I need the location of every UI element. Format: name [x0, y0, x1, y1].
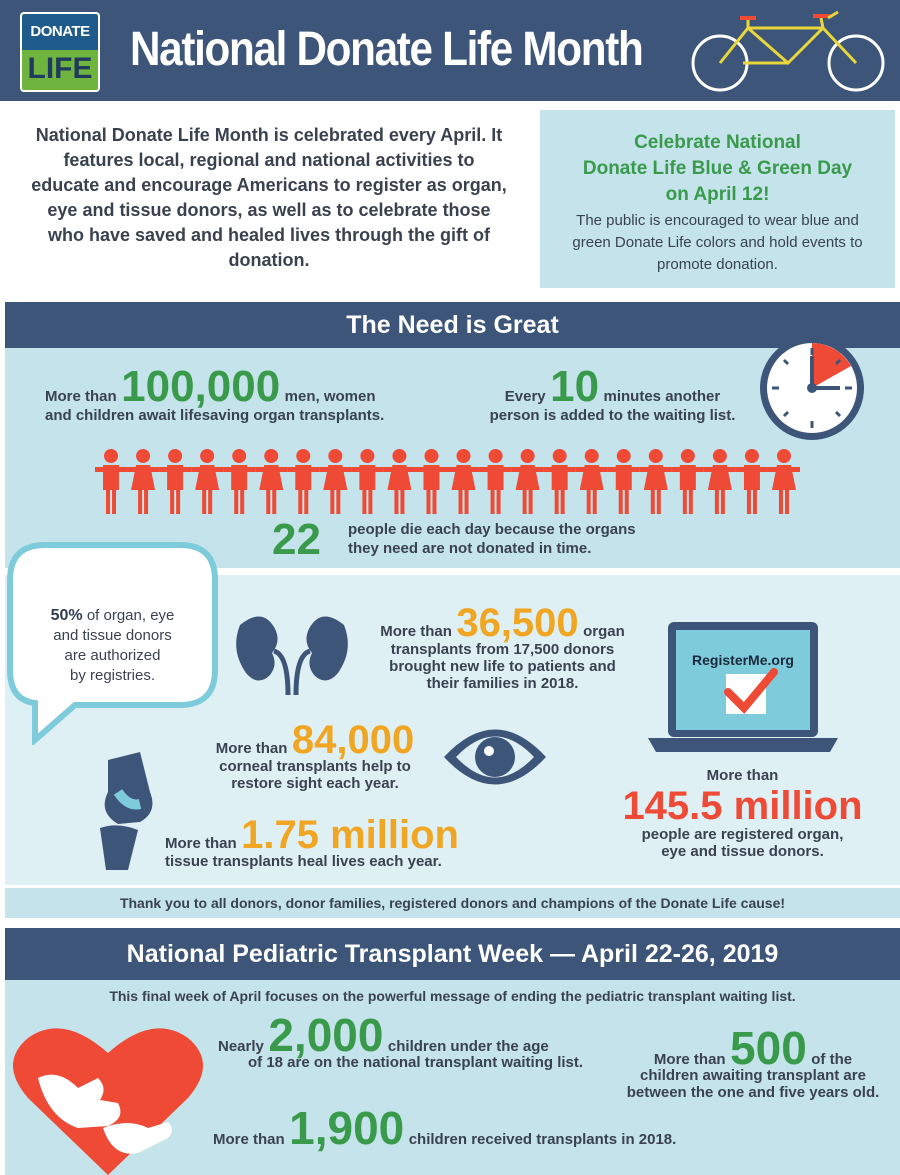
person-figure [640, 449, 672, 514]
s1-number: 2,000 [268, 1009, 384, 1061]
stat3-line1: people die each day because the organs [348, 521, 636, 538]
pediatric-title: National Pediatric Transplant Week — April 22-26, 2019 [126, 940, 779, 968]
eye-icon [440, 722, 550, 792]
organ-line3: brought new life to patients and [389, 658, 616, 675]
stat-100000 [45, 362, 445, 424]
dyk-text4: by registries. [69, 667, 156, 684]
person-figure [191, 449, 223, 514]
s2-line3: between the one and five years old. [626, 1084, 880, 1101]
stat-10-minutes [460, 362, 765, 424]
dyk-title-1: Did You [71, 552, 154, 577]
person-figure [672, 449, 704, 514]
heart-hands-icon [8, 1018, 208, 1175]
person-figure [448, 449, 480, 514]
donate-life-logo [20, 12, 100, 92]
person-figure [351, 449, 383, 514]
registered-number: 145.5 million [622, 784, 863, 828]
thanks-text: Thank you to all donors, donor families, registered donors and champions of the Donate Life cause! [119, 895, 786, 911]
dyk-title-2: Know? [75, 576, 150, 601]
kidneys-icon [228, 605, 356, 700]
intro-text: National Donate Life Month is celebrated every April. It features local, regional and national activities to educate and encourage Americans to register as organ, eye and tissue donors, as well as to celebrate those who have saved and healed lives through the gift of donation. [31, 125, 507, 270]
celebrate-text: The public is encouraged to wear blue and green Donate Life colors and hold events to promote donation. [572, 212, 863, 273]
people-chain-icon [95, 448, 800, 518]
person-figure [704, 449, 736, 514]
stat-1900-children [213, 1102, 773, 1154]
registered-line2: people are registered organ, [641, 826, 844, 843]
stat1-suffix: men, women [284, 388, 376, 405]
person-figure [768, 449, 800, 514]
stat-84000 [190, 720, 440, 792]
person-figure [223, 449, 255, 514]
person-figure [415, 449, 447, 514]
dyk-text1: of organ, eye [86, 607, 175, 624]
pediatric-header [5, 928, 900, 980]
s1-prefix: Nearly [218, 1038, 264, 1055]
laptop-url: RegisterMe.org [692, 652, 794, 668]
person-figure [608, 449, 640, 514]
stat1-line2: and children await lifesaving organ transplants. [45, 407, 385, 424]
pediatric-intro: This final week of April focuses on the powerful message of ending the pediatric transplant waiting list. [109, 988, 796, 1004]
s3-suffix: children received transplants in 2018. [408, 1131, 677, 1148]
stat3-number: 22 [272, 515, 321, 564]
header-bar [0, 0, 900, 101]
organ-line4: their families in 2018. [426, 675, 579, 692]
page-title: National Donate Life Month [130, 23, 643, 76]
person-figure [255, 449, 287, 514]
celebrate-title-2: Donate Life Blue & Green Day [582, 158, 853, 179]
stat-500-children [618, 1022, 888, 1101]
s3-prefix: More than [213, 1131, 285, 1148]
s1-suffix: children under the age [387, 1038, 549, 1055]
s2-number: 500 [730, 1022, 807, 1074]
stat3-line2: they need are not donated in time. [348, 540, 592, 557]
s3-number: 1,900 [289, 1102, 405, 1154]
celebrate-title-1: Celebrate National [634, 132, 801, 153]
stat2-number: 10 [550, 362, 600, 411]
tissue-prefix: More than [165, 835, 237, 852]
organ-line2: transplants from 17,500 donors [390, 641, 615, 658]
registered-line3: eye and tissue donors. [661, 843, 824, 860]
stat2-prefix: Every [504, 388, 546, 405]
cornea-line2: corneal transplants help to [219, 758, 411, 775]
cornea-prefix: More than [215, 740, 288, 757]
clock-icon [752, 330, 877, 442]
logo-line2: LIFE [27, 52, 93, 85]
stat2-suffix: minutes another [603, 388, 721, 405]
tissue-line2: tissue transplants heal lives each year. [165, 853, 442, 870]
organ-number: 36,500 [456, 601, 579, 645]
s2-suffix: of the [811, 1051, 853, 1068]
dyk-percent: 50% [50, 607, 83, 624]
cornea-line3: restore sight each year. [231, 775, 399, 792]
s2-line2: children awaiting transplant are [640, 1067, 866, 1084]
person-figure [383, 449, 415, 514]
celebrate-title-3: on April 12! [665, 184, 770, 205]
tissue-number: 1.75 million [241, 813, 459, 857]
stat1-number: 100,000 [121, 362, 281, 411]
stat2-line2: person is added to the waiting list. [489, 407, 736, 424]
stat-175-million [165, 815, 495, 870]
dyk-text2: and tissue donors [53, 627, 172, 644]
person-figure [544, 449, 576, 514]
cornea-number: 84,000 [291, 718, 415, 762]
dyk-text-block [15, 606, 210, 686]
s1-line2: of 18 are on the national transplant waiting list. [248, 1054, 584, 1071]
organ-suffix: organ [583, 623, 625, 640]
organ-prefix: More than [380, 623, 452, 640]
tandem-bicycle-icon [688, 8, 888, 94]
stat-36500 [360, 603, 645, 692]
person-figure [127, 449, 159, 514]
thanks-bar [5, 888, 900, 918]
need-title: The Need is Great [346, 311, 559, 339]
person-figure [159, 449, 191, 514]
celebrate-box [540, 110, 895, 288]
registered-prefix: More than [706, 767, 779, 784]
s2-prefix: More than [653, 1051, 726, 1068]
stat1-prefix: More than [45, 388, 117, 405]
person-figure [287, 449, 319, 514]
dyk-text3: are authorized [64, 647, 161, 664]
person-figure [512, 449, 544, 514]
stat-2000-children [218, 1009, 618, 1071]
person-figure [736, 449, 768, 514]
logo-line1: DONATE [30, 23, 90, 40]
stat-1455-million [600, 767, 885, 860]
person-figure [319, 449, 351, 514]
person-figure [480, 449, 512, 514]
knee-joint-icon [78, 752, 178, 872]
person-figure [95, 449, 127, 514]
person-figure [576, 449, 608, 514]
laptop-icon [648, 620, 838, 755]
